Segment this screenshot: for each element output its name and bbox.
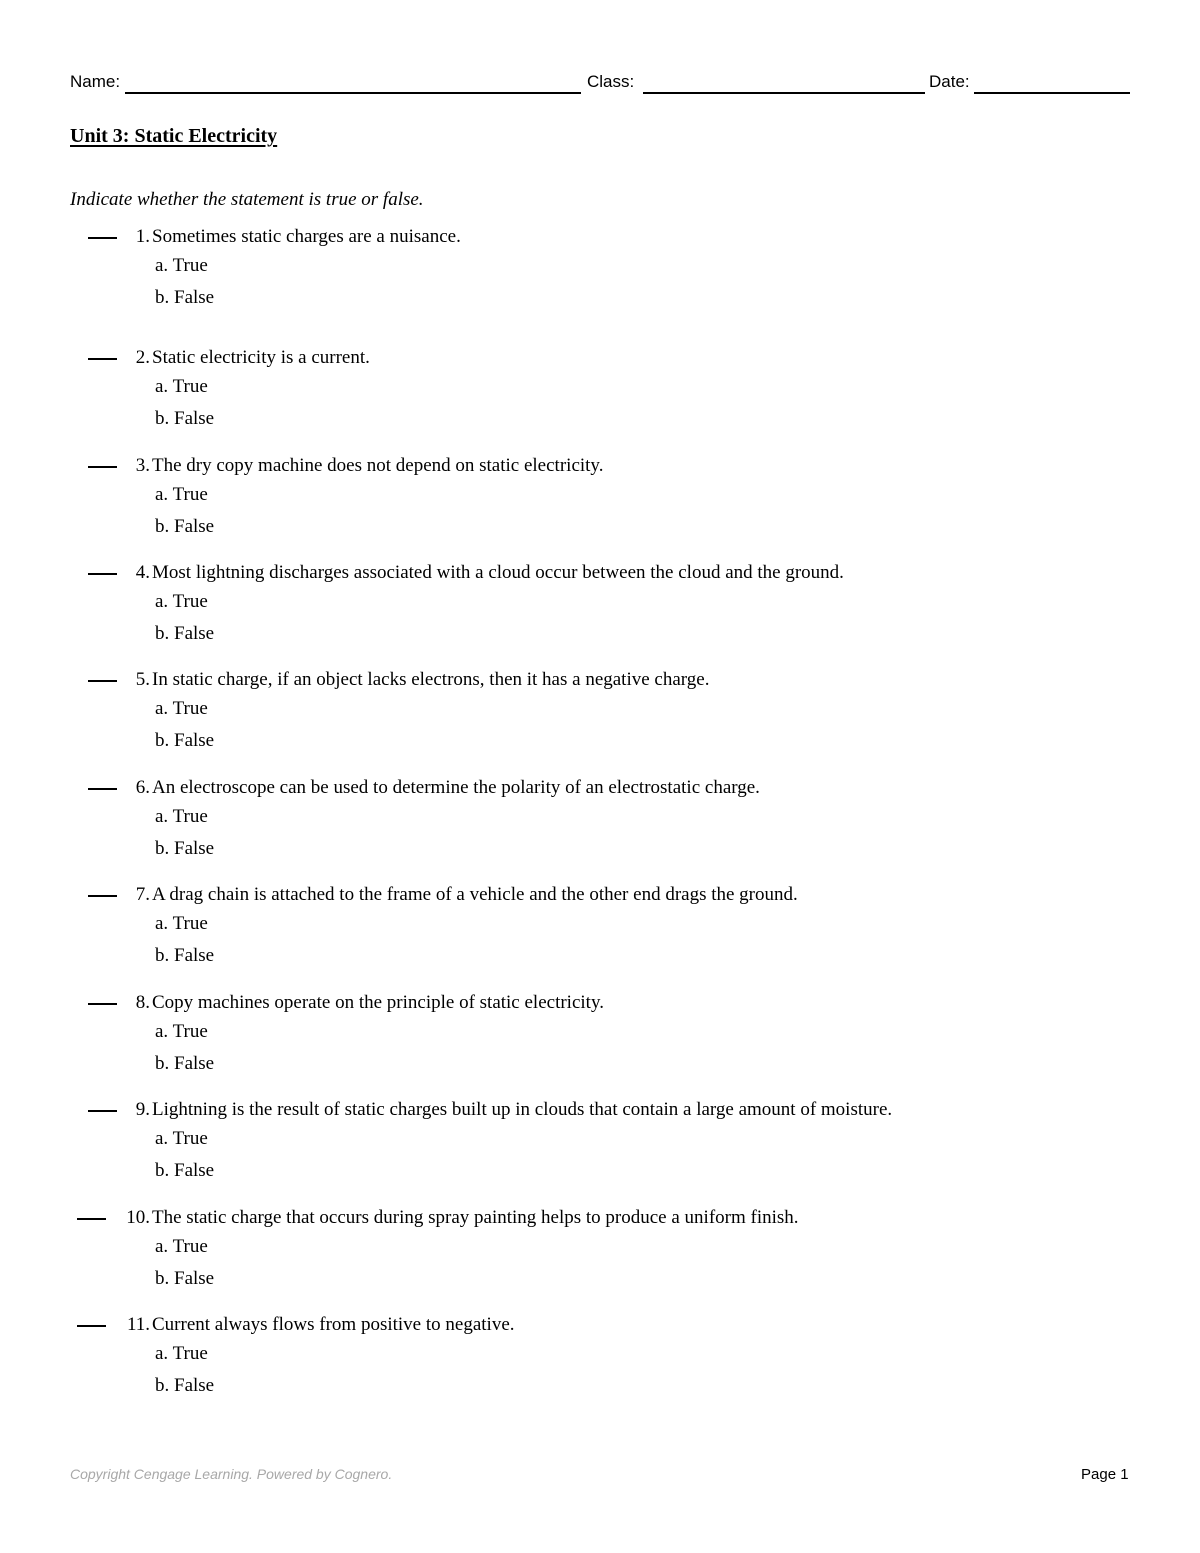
question-text: A drag chain is attached to the frame of a vehicle and the other end drags the ground. — [152, 884, 798, 905]
option-true: a. True — [155, 376, 208, 397]
option-true: a. True — [155, 913, 208, 934]
answer-blank[interactable] — [88, 237, 117, 239]
question-item — [0, 1314, 1200, 1414]
question-number: 2. — [135, 347, 150, 368]
option-false: b. False — [155, 1268, 215, 1289]
name-field[interactable] — [125, 92, 581, 94]
option-true: a. True — [155, 1236, 208, 1257]
question-number: 8. — [135, 992, 150, 1013]
class-field[interactable] — [643, 92, 925, 94]
question-item — [0, 562, 1200, 662]
question-number: 10. — [126, 1207, 150, 1228]
question-item — [0, 347, 1200, 447]
question-number: 6. — [135, 777, 150, 798]
option-true: a. True — [155, 484, 208, 505]
student-info-header — [70, 72, 1130, 98]
name-label: Name: — [70, 72, 121, 91]
question-text: The static charge that occurs during spray painting helps to produce a uniform finish. — [152, 1207, 799, 1228]
question-number: 7. — [135, 884, 150, 905]
question-text: An electroscope can be used to determine the polarity of an electrostatic charge. — [152, 777, 760, 798]
copyright-notice: Copyright Cengage Learning. Powered by Cognero. — [70, 1466, 393, 1482]
answer-blank[interactable] — [88, 1003, 117, 1005]
option-true: a. True — [155, 698, 208, 719]
option-true: a. True — [155, 255, 208, 276]
question-text: Copy machines operate on the principle of static electricity. — [152, 992, 604, 1013]
answer-blank[interactable] — [88, 466, 117, 468]
date-label: Date: — [929, 72, 970, 91]
answer-blank[interactable] — [77, 1325, 106, 1327]
option-false: b. False — [155, 1375, 215, 1396]
option-true: a. True — [155, 1021, 208, 1042]
unit-title: Unit 3: Static Electricity — [70, 125, 278, 147]
option-true: a. True — [155, 806, 208, 827]
option-false: b. False — [155, 516, 215, 537]
question-text: Static electricity is a current. — [152, 347, 370, 368]
question-item — [0, 992, 1200, 1092]
class-label: Class: — [587, 72, 635, 91]
option-true: a. True — [155, 1128, 208, 1149]
answer-blank[interactable] — [77, 1218, 106, 1220]
option-true: a. True — [155, 591, 208, 612]
question-item — [0, 669, 1200, 769]
question-text: Lightning is the result of static charges built up in clouds that contain a large amount of moisture. — [152, 1099, 893, 1120]
question-text: Current always flows from positive to negative. — [152, 1314, 515, 1335]
question-item — [0, 777, 1200, 877]
answer-blank[interactable] — [88, 1110, 117, 1112]
question-text: The dry copy machine does not depend on static electricity. — [152, 455, 604, 476]
option-false: b. False — [155, 1053, 215, 1074]
question-text: Sometimes static charges are a nuisance. — [152, 226, 461, 247]
question-number: 1. — [135, 226, 150, 247]
option-true: a. True — [155, 1343, 208, 1364]
question-text: Most lightning discharges associated with a cloud occur between the cloud and the ground. — [152, 562, 844, 583]
option-false: b. False — [155, 730, 215, 751]
option-false: b. False — [155, 623, 215, 644]
answer-blank[interactable] — [88, 358, 117, 360]
question-item — [0, 1207, 1200, 1307]
option-false: b. False — [155, 287, 215, 308]
question-number: 4. — [135, 562, 150, 583]
question-number: 11. — [126, 1314, 150, 1335]
answer-blank[interactable] — [88, 895, 117, 897]
answer-blank[interactable] — [88, 573, 117, 575]
answer-blank[interactable] — [88, 680, 117, 682]
option-false: b. False — [155, 838, 215, 859]
date-field[interactable] — [974, 92, 1130, 94]
question-item — [0, 226, 1200, 326]
option-false: b. False — [155, 1160, 215, 1181]
answer-blank[interactable] — [88, 788, 117, 790]
question-number: 5. — [135, 669, 150, 690]
instructions: Indicate whether the statement is true or false. — [70, 189, 424, 210]
question-number: 3. — [135, 455, 150, 476]
question-text: In static charge, if an object lacks electrons, then it has a negative charge. — [152, 669, 710, 690]
question-item — [0, 1099, 1200, 1199]
option-false: b. False — [155, 408, 215, 429]
question-number: 9. — [135, 1099, 150, 1120]
page-number: Page 1 — [1081, 1466, 1129, 1483]
question-item — [0, 455, 1200, 555]
option-false: b. False — [155, 945, 215, 966]
question-item — [0, 884, 1200, 984]
